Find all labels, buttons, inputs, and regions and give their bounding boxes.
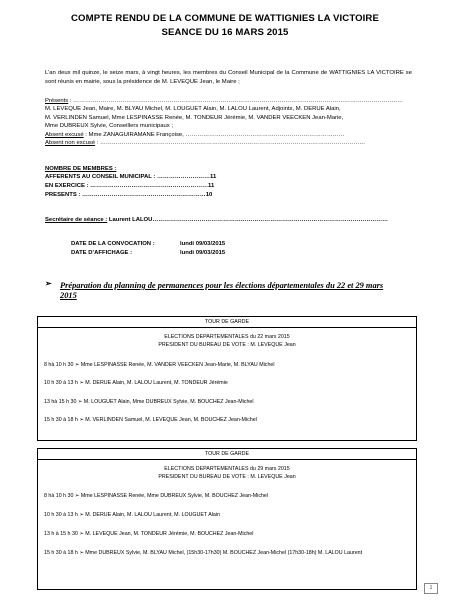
secretary-label: Secrétaire de séance : (45, 217, 108, 223)
absent-non-excuse-label: Absent non excusé (45, 140, 96, 146)
presents-line-2: M. VERLINDEN Samuel, Mme LESPINASSE Renée, M. TONDEUR Jérémie, M. VANDER VEECKEN Jean-Marie, (45, 115, 344, 121)
members-conseil-label: AFFERENTS AU CONSEIL MUNICIPAL : (45, 174, 156, 180)
presents-line-1: M. LEVEQUE Jean, Maire, M. BLYAU Michel, M. LOUGUET Alain, M. LALOU Laurent, Adjoints, M. DERUE Alain, (45, 106, 341, 112)
schedule-header: TOUR DE GARDE (38, 317, 416, 328)
arrow-bullet-icon: ➢ (45, 279, 52, 288)
page-number: 1 (424, 583, 438, 594)
secretary-row (45, 216, 388, 224)
schedule-slot: 8 hà 10 h 30 ➢ Mme LESPINASSE Renée, M. VANDER VEECKEN Jean-Marie, M. BLYAU Michel (44, 362, 275, 368)
members-exercice-label: EN EXERCICE : (45, 183, 89, 189)
absent-non-excuse-row (45, 139, 365, 147)
members-exercice-value: ……………………………………………………11 (88, 183, 215, 189)
document-title: COMPTE RENDU DE LA COMMUNE DE WATTIGNIES LA VICTOIRE (71, 13, 379, 24)
guard-schedule-22-mars (37, 316, 417, 441)
absent-excuse-label: Absent excusé (45, 132, 84, 138)
agenda-item-title: Préparation du planning de permanences pour les élections départementales du 22 et 29 mars 2015 (60, 281, 384, 300)
schedule-slot: 13 h à 15 h 30 ➢ M. LEVEQUE Jean, M. TONDEUR Jérémie, M. BOUCHEZ Jean-Michel (44, 531, 254, 537)
schedule-slot: 15 h 30 à 18 h ➢ Mme DUBREUX Sylvie, M. BLYAU Michel, (15h30-17h30) M. BOUCHEZ Jean-Michel (17h30-18h) M. LALOU Laurent (44, 550, 363, 556)
members-heading: NOMBRE DE MEMBRES : (45, 166, 117, 172)
presents-label: Présents (45, 98, 69, 104)
guard-schedule-29-mars (37, 448, 417, 590)
absent-excuse-row (45, 131, 345, 139)
schedule-slot: 15 h 30 à 18 h ➢ M. VERLINDEN Samuel, M. LEVEQUE Jean, M. BOUCHEZ Jean-Michel (44, 417, 257, 423)
members-conseil-value: ………………………11 (155, 174, 217, 180)
session-title: SEANCE DU 16 MARS 2015 (161, 27, 289, 38)
members-conseil-row (45, 173, 216, 181)
schedule-president: PRESIDENT DU BUREAU DE VOTE : M. LEVEQUE Jean (158, 474, 296, 480)
schedule-header: TOUR DE GARDE (38, 449, 416, 460)
members-presents-label: PRESENTS : (45, 192, 81, 198)
members-presents-row (45, 191, 212, 199)
schedule-election-title: ELECTIONS DEPARTEMENTALES du 29 mars 2015 (164, 466, 290, 472)
absent-excuse-text: : Mme ZANAGUIRAMANE Françoise, ……………………………………………………………………… (85, 132, 345, 138)
secretary-value: Laurent LALOU………………………………………………………………………………………………………… (107, 217, 389, 223)
convocation-date: lundi 09/03/2015 (180, 241, 226, 247)
presents-line-3: Mme DUBREUX Sylvie, Conseillers municipaux ; (45, 123, 173, 129)
schedule-election-title: ELECTIONS DEPARTEMENTALES du 22 mars 2015 (164, 334, 290, 340)
members-exercice-row (45, 182, 214, 190)
affichage-date: lundi 09/03/2015 (180, 250, 226, 256)
presents-row (45, 97, 403, 105)
absent-non-excuse-text: : ……………………………………………………………………………………………………………………… (95, 140, 366, 146)
members-presents-value: ………………………………………………………10 (80, 192, 213, 198)
schedule-slot: 13 hà 15 h 30 ➢ M. LOUGUET Alain, Mme DUBREUX Sylvie, M. BOUCHEZ Jean-Michel (44, 399, 254, 405)
schedule-slot: 10 h 30 à 13 h ➢ M. DERUE Alain, M. LALOU Laurent, M. LOUGUET Alain (44, 512, 220, 518)
presents-dots: : …………………………………………………………………………………………………………………………………………………… (68, 98, 404, 104)
convocation-label: DATE DE LA CONVOCATION : (71, 241, 155, 247)
affichage-label: DATE D’AFFICHAGE : (71, 250, 133, 256)
schedule-slot: 10 h 30 à 13 h ➢ M. DERUE Alain, M. LALOU Laurent, M. TONDEUR Jérémie (44, 380, 228, 386)
intro-paragraph: L’an deux mil quinze, le seize mars, à vingt heures, les membres du Conseil Municipal de la Commune de WATTIGNIES LA VICTOIRE se sont réunis en mairie, sous la présidence de M. LEVEQUE Jean, le Maire ; (45, 70, 412, 85)
schedule-president: PRESIDENT DU BUREAU DE VOTE : M. LEVEQUE Jean (158, 342, 296, 348)
schedule-slot: 8 hà 10 h 30 ➢ Mme LESPINASSE Renée, Mme DUBREUX Sylvie, M. BOUCHEZ Jean-Michel (44, 493, 269, 499)
